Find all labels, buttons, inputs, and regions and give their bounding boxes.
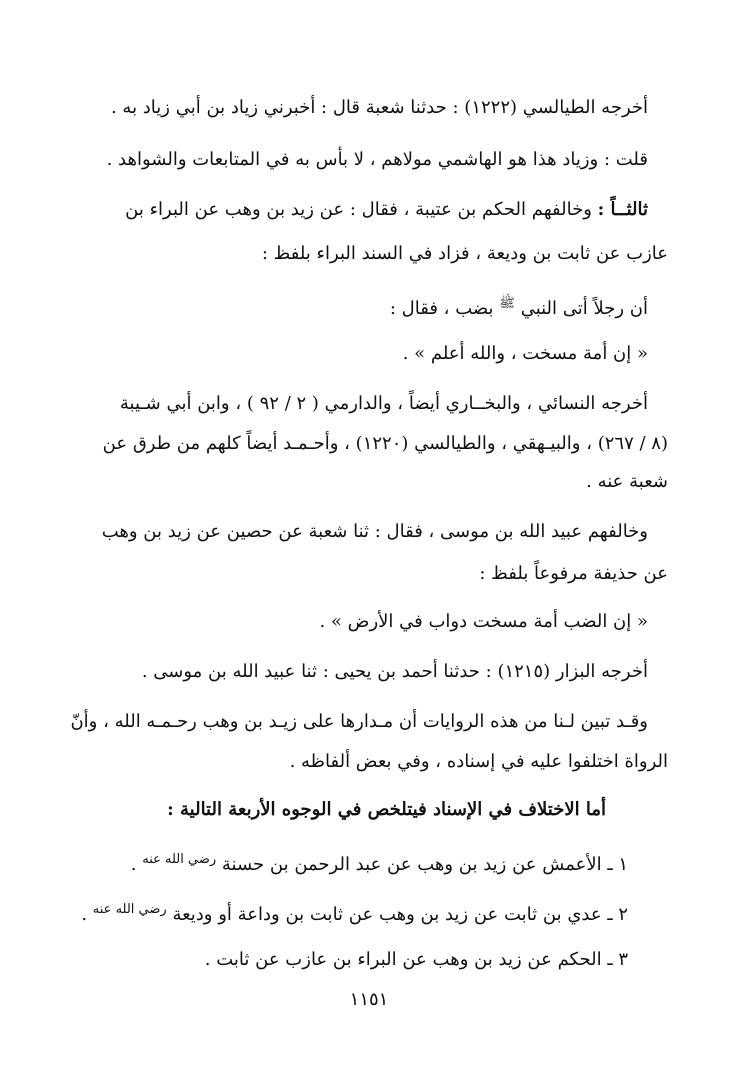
text-line-11: عن حذيفة مرفوعاً بلفظ : xyxy=(479,563,668,584)
list-item-2 xyxy=(81,898,628,927)
honorific-glyph: رضي الله عنه xyxy=(142,852,217,867)
text-line-15: الرواة اختلفوا عليه في إسناده ، وفي بعض ألفاظه . xyxy=(289,751,668,772)
list-item-1 xyxy=(131,848,628,877)
text-line-9: شعبة عنه . xyxy=(586,471,668,492)
text-line-14: وقـد تبين لـنا من هذه الروايات أن مـدارها على زيـد بن وهب رحـمـه الله ، وأنّ xyxy=(70,711,648,732)
text-line-5-end: بضب ، فقال : xyxy=(389,298,494,319)
text-line-13: أخرجه البزار (١٢١٥) : حدثنا أحمد بن يحيى : ثنا عبيد الله بن موسى . xyxy=(141,661,648,682)
text-line-4: عازب عن ثابت بن وديعة ، فزاد في السند البراء بلفظ : xyxy=(261,243,668,264)
list-item-3: ٣ ـ الحكم عن زيد بن وهب عن البراء بن عازب عن ثابت . xyxy=(204,949,628,970)
text-line-3 xyxy=(125,198,648,222)
text-line-5-start: أن رجلاً أتى النبي xyxy=(520,298,648,319)
text-line-7: أخرجه النسائي ، والبخــاري أيضاً ، والدارمي ( ٢ / ٩٢ ) ، وابن أبي شـيبة xyxy=(119,393,648,414)
honorific-glyph: رضي الله عنه xyxy=(92,902,167,917)
list-item-2-text: ٢ ـ عدي بن ثابت عن زيد بن وهب عن ثابت بن وداعة أو وديعة xyxy=(172,904,628,925)
list-item-2-end: . xyxy=(81,904,88,925)
section-heading: أما الاختلاف في الإسناد فيتلخص في الوجوه الأربعة التالية : xyxy=(167,799,606,820)
text-line-3-body: وخالفهم الحكم بن عتيبة ، فقال : عن زيد بن وهب عن البراء بن xyxy=(125,199,598,220)
honorific-glyph: ﷺ xyxy=(499,296,515,311)
text-line-2: قلت : وزياد هذا هو الهاشمي مولاهم ، لا بأس به في المتابعات والشواهد . xyxy=(106,149,648,170)
text-line-5 xyxy=(390,292,648,321)
text-line-1: أخرجه الطيالسي (١٢٢٢) : حدثنا شعبة قال : أخبرني زياد بن أبي زياد به . xyxy=(110,97,648,118)
quote-line-2: « إن الضب أمة مسخت دواب في الأرض » . xyxy=(319,611,648,632)
list-item-1-text: ١ ـ الأعمش عن زيد بن وهب عن عبد الرحمن بن حسنة xyxy=(221,854,628,875)
quote-line-1: « إن أمة مسخت ، والله أعلم » . xyxy=(402,343,648,364)
text-line-10: وخالفهم عبيد الله بن موسى ، فقال : ثنا شعبة عن حصين عن زيد بن وهب xyxy=(101,521,648,542)
section-marker-third: ثالثــاً : xyxy=(597,199,648,220)
page-number: ١١٥١ xyxy=(349,989,389,1010)
text-line-8: (٨ / ٢٦٧) ، والبيـهقي ، والطيالسي (١٢٢٠) ، وأحـمـد أيضاً كلهم من طرق عن xyxy=(102,433,668,454)
list-item-1-end: . xyxy=(130,854,137,875)
